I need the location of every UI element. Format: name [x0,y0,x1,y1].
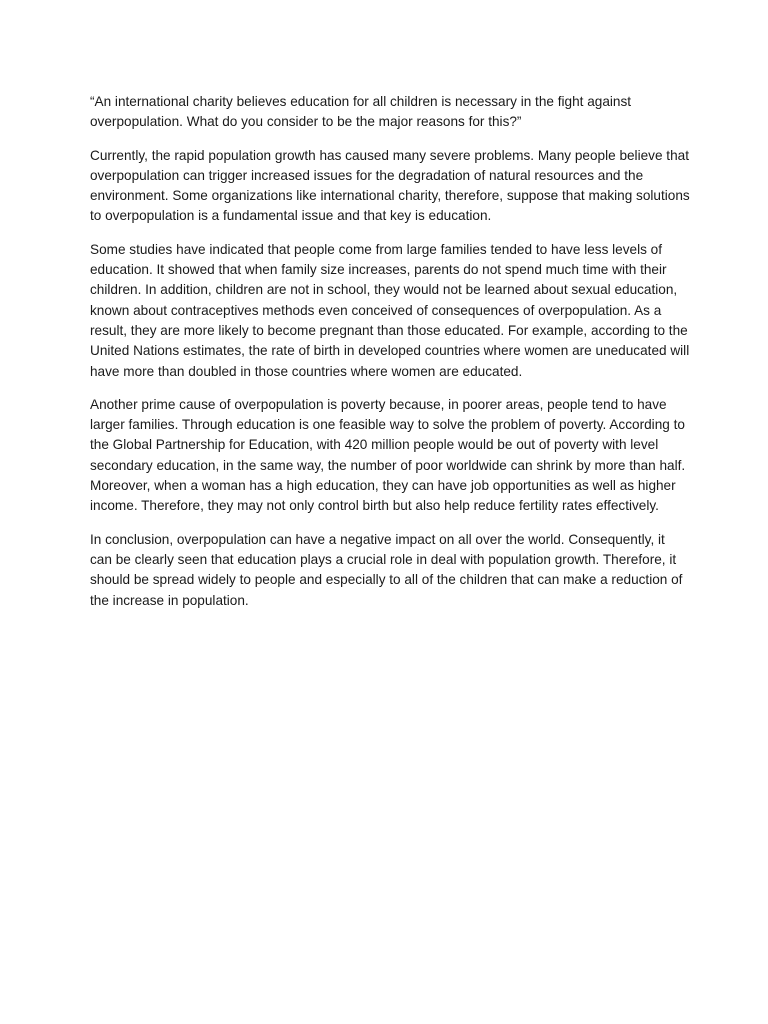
paragraph-poverty: Another prime cause of overpopulation is poverty because, in poorer areas, people tend to have larger families. Through education is one feasible way to solve the problem of poverty. According to the Global Partnership for Education, with 420 million people would be out of poverty with level secondary education, in the same way, the number of poor worldwide can shrink by more than half. Moreover, when a woman has a high education, they can have job opportunities as well as higher income. Therefore, they may not only control birth but also help reduce fertility rates effectively. [90,396,686,514]
essay-prompt: “An international charity believes education for all children is necessary in the fight against overpopulation. What do you consider to be the major reasons for this?” [90,94,632,130]
paragraph-introduction: Currently, the rapid population growth has caused many severe problems. Many people believe that overpopulation can trigger increased issues for the degradation of natural resources and the environment. Some organizations like international charity, therefore, suppose that making solutions to overpopulation is a fundamental issue and that key is education. [90,147,690,224]
paragraph-conclusion: In conclusion, overpopulation can have a negative impact on all over the world. Consequently, it can be clearly seen that education plays a crucial role in deal with population growth. Therefore, it should be spread widely to people and especially to all of the children that can make a reduction of the increase in population. [90,531,683,608]
paragraph-family-size: Some studies have indicated that people come from large families tended to have less levels of education. It showed that when family size increases, parents do not spend much time with their children. In addition, children are not in school, they would not be learned about sexual education, known about contraceptives methods even conceived of consequences of overpopulation. As a result, they are more likely to become pregnant than those educated. For example, according to the United Nations estimates, the rate of birth in developed countries where women are uneducated will have more than doubled in those countries where women are educated. [90,241,690,379]
document-body [90,92,690,624]
